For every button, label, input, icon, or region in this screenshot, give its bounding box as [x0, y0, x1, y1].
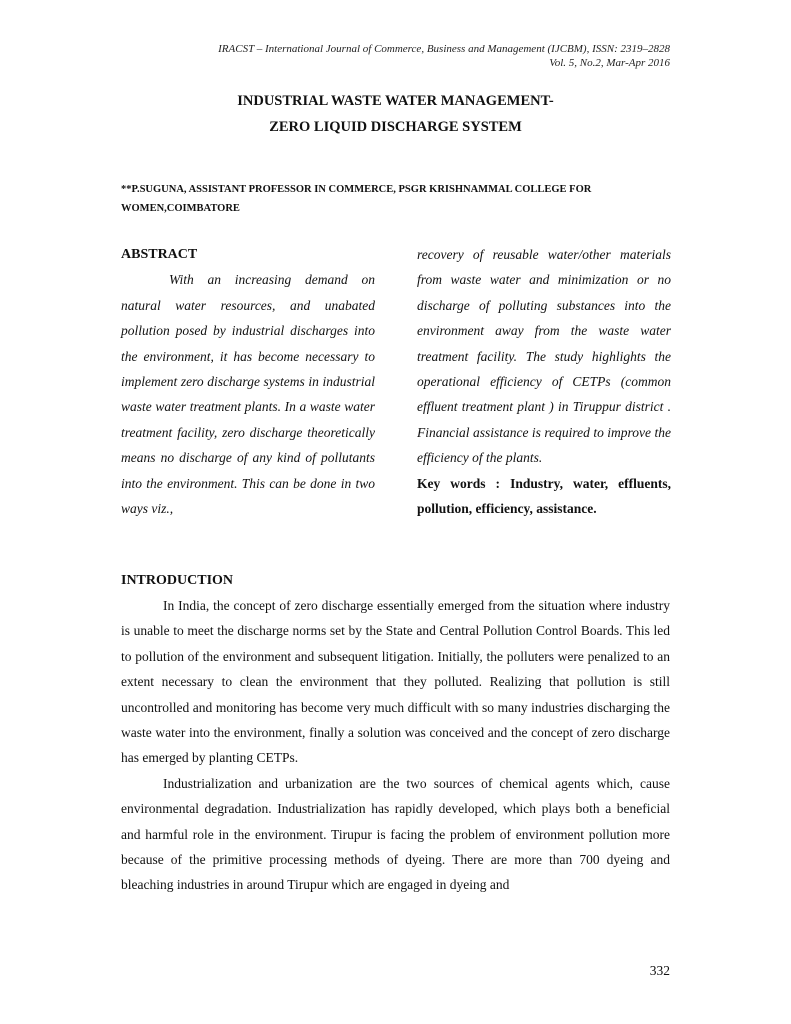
introduction-paragraph-2: Industrialization and urbanization are the two sources of chemical agents which, cause environmental degradation. Industrialization has rapidly developed, which plays both a beneficial and harmful role in the environment. Tirupur is facing the problem of environment pollution more because of the primitive processing methods of dyeing. There are more than 700 dyeing and bleaching industries in around Tirupur which are engaged in dyeing and [121, 775, 670, 893]
author-affiliation: **P.SUGUNA, ASSISTANT PROFESSOR IN COMMERCE, PSGR KRISHNAMMAL COLLEGE FOR WOMEN,COIMBATORE [121, 184, 592, 214]
journal-name: IRACST – International Journal of Commerce, Business and Management (IJCBM), ISSN: 2319–2828 [218, 43, 670, 55]
introduction-paragraph-1: In India, the concept of zero discharge essentially emerged from the situation where industry is unable to meet the discharge norms set by the State and Central Pollution Control Boards. This led to pollution of the environment and subsequent litigation. Initially, the polluters were penalized to an extent necessary to clean the environment that they polluted. Realizing that pollution is still uncontrolled and monitoring has become very much difficult with so many industries discharging the waste water into the environment, finally a solution was conceived and the concept of zero discharge has emerged by planting CETPs. [121, 598, 670, 766]
title-line-1: INDUSTRIAL WASTE WATER MANAGEMENT- [237, 93, 554, 109]
journal-volume: Vol. 5, No.2, Mar-Apr 2016 [549, 57, 670, 69]
journal-header [218, 42, 670, 70]
abstract-heading: ABSTRACT [121, 247, 198, 262]
paper-title [0, 88, 791, 140]
abstract-right-column [417, 242, 671, 521]
introduction-heading: INTRODUCTION [121, 573, 234, 588]
abstract-body-left: With an increasing demand on natural water resources, and unabated pollution posed by industrial discharges into the environment, it has become necessary to implement zero discharge systems in industrial waste water treatment plants. In a waste water treatment facility, zero discharge theoretically means no discharge of any kind of pollutants into the environment. This can be done in two ways viz., [121, 272, 375, 517]
keywords: Key words : Industry, water, effluents, pollution, efficiency, assistance. [417, 475, 671, 517]
title-line-2: ZERO LIQUID DISCHARGE SYSTEM [269, 119, 522, 135]
abstract-body-right: recovery of reusable water/other materials from waste water and minimization or no discharge of polluting substances into the environment away from the waste water treatment facility. The study highlights the operational efficiency of CETPs (common effluent treatment plant ) in Tiruppur district . Financial assistance is required to improve the efficiency of the plants. [417, 247, 671, 466]
introduction-body [121, 593, 670, 898]
page-number: 332 [649, 963, 670, 978]
abstract-left-column [121, 242, 375, 521]
